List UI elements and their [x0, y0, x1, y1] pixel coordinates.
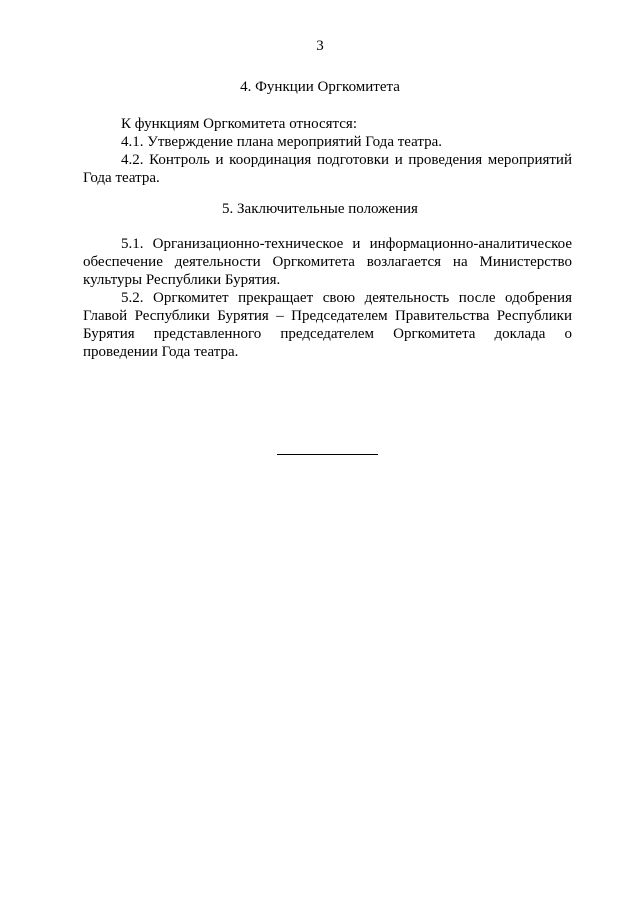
end-separator-line	[277, 454, 378, 455]
item-5-1: 5.1. Организационно-техническое и информационно-аналитическое обеспечение деятельности Оргкомитета возлагается на Министерство культуры Республики Бурятия.	[83, 236, 572, 288]
section-4-heading: 4. Функции Оргкомитета	[240, 79, 400, 95]
page-number: 3	[316, 38, 324, 54]
item-4-1: 4.1. Утверждение плана мероприятий Года театра.	[121, 134, 443, 150]
section-4-intro: К функциям Оргкомитета относятся:	[121, 116, 357, 132]
section-4-body	[83, 115, 572, 187]
section-5-heading: 5. Заключительные положения	[222, 201, 418, 217]
item-5-2: 5.2. Оргкомитет прекращает свою деятельность после одобрения Главой Республики Бурятия – Председателем Правительства Республики Бурятия представленного председателем Оргкомитета доклада о проведении Года театра.	[83, 290, 572, 360]
section-5-body	[83, 235, 572, 361]
item-4-2: 4.2. Контроль и координация подготовки и проведения мероприятий Года театра.	[83, 152, 572, 186]
